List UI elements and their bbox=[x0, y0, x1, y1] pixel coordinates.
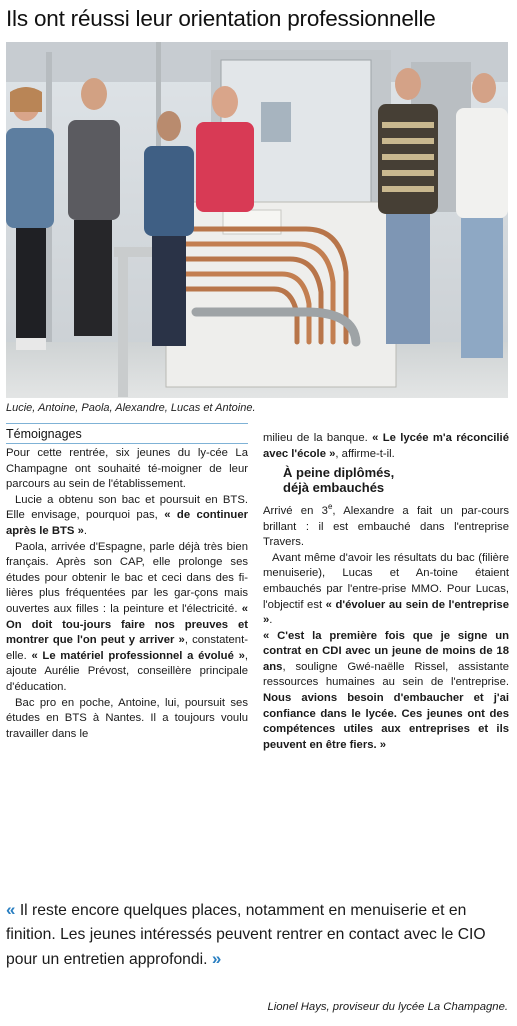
paragraph-lucie: Lucie a obtenu son bac et poursuit en BTS. Elle envisage, pourquoi pas, « de continuer après le BTS ». bbox=[6, 493, 248, 537]
group-photo-illustration bbox=[6, 42, 508, 398]
headline: Ils ont réussi leur orientation professionnelle bbox=[6, 6, 436, 31]
paragraph-alexandre: Arrivé en 3e, Alexandre a fait un par-cours brillant : il est embauché dans l'entreprise Travers. bbox=[263, 502, 509, 549]
left-column bbox=[6, 446, 248, 742]
pull-quote bbox=[6, 898, 512, 1013]
paragraph-paola: Paola, arrivée d'Espagne, parle déjà très bien français. Après son CAP, elle prolonge ses études pour obtenir le bac et ceci dans des fi-lières plus fréquentées par les gar-çons mais ouvertes aux filles : la peinture et l'électricité. « On doit tou-jours faire nos preuves et montrer que l'on peut y arriver », constatent-elle. « Le matériel professionnel a évolué », ajoute Aurélie Prévost, conseillère principale d'éducation. bbox=[6, 540, 248, 693]
right-column bbox=[263, 431, 509, 753]
close-quote-icon: » bbox=[211, 949, 222, 968]
article-photo bbox=[6, 42, 508, 398]
pull-quote-author: Lionel Hays, proviseur du lycée La Champagne. bbox=[267, 1001, 508, 1013]
section-title: Témoignages bbox=[6, 423, 248, 444]
subheading: À peine diplômés, déjà embauchés bbox=[283, 465, 395, 496]
paragraph-antoine: Bac pro en poche, Antoine, lui, poursuit ses études en BTS à Nantes. Il a toujours voulu travailler dans le bbox=[6, 696, 248, 740]
photo-caption: Lucie, Antoine, Paola, Alexandre, Lucas et Antoine. bbox=[6, 402, 256, 414]
paragraph-antoine-continued: milieu de la banque. « Le lycée m'a réconcilié avec l'école », affirme-t-il. bbox=[263, 432, 509, 460]
open-quote-icon: « bbox=[6, 900, 16, 919]
pull-quote-text: « Il reste encore quelques places, notamment en menuiserie et en finition. Les jeunes intéressés peuvent rentrer en contact avec le CIO pour un entretien approfondi. » bbox=[6, 900, 486, 968]
paragraph-intro: Pour cette rentrée, six jeunes du ly-cée La Champagne ont souhaité té-moigner de leur parcours au sein de l'établissement. bbox=[6, 447, 248, 491]
paragraph-lucas: Avant même d'avoir les résultats du bac (filière menuiserie), Lucas et An-toine étaient embauchés par l'entre-prise MMO. Pour Lucas, l'objectif est « d'évoluer au sein de l'entreprise ». bbox=[263, 551, 509, 627]
paragraph-employer-quote: « C'est la première fois que je signe un contrat en CDI avec un jeune de moins de 18 ans, souligne Gwé-naëlle Rissel, assistante ressources humaines au sein de l'entreprise. Nous avions besoin d'embaucher et j'ai confiance dans le lycée. Ces jeunes ont des compétences utiles aux entreprises et ils peuvent en être fiers. » bbox=[263, 629, 509, 751]
